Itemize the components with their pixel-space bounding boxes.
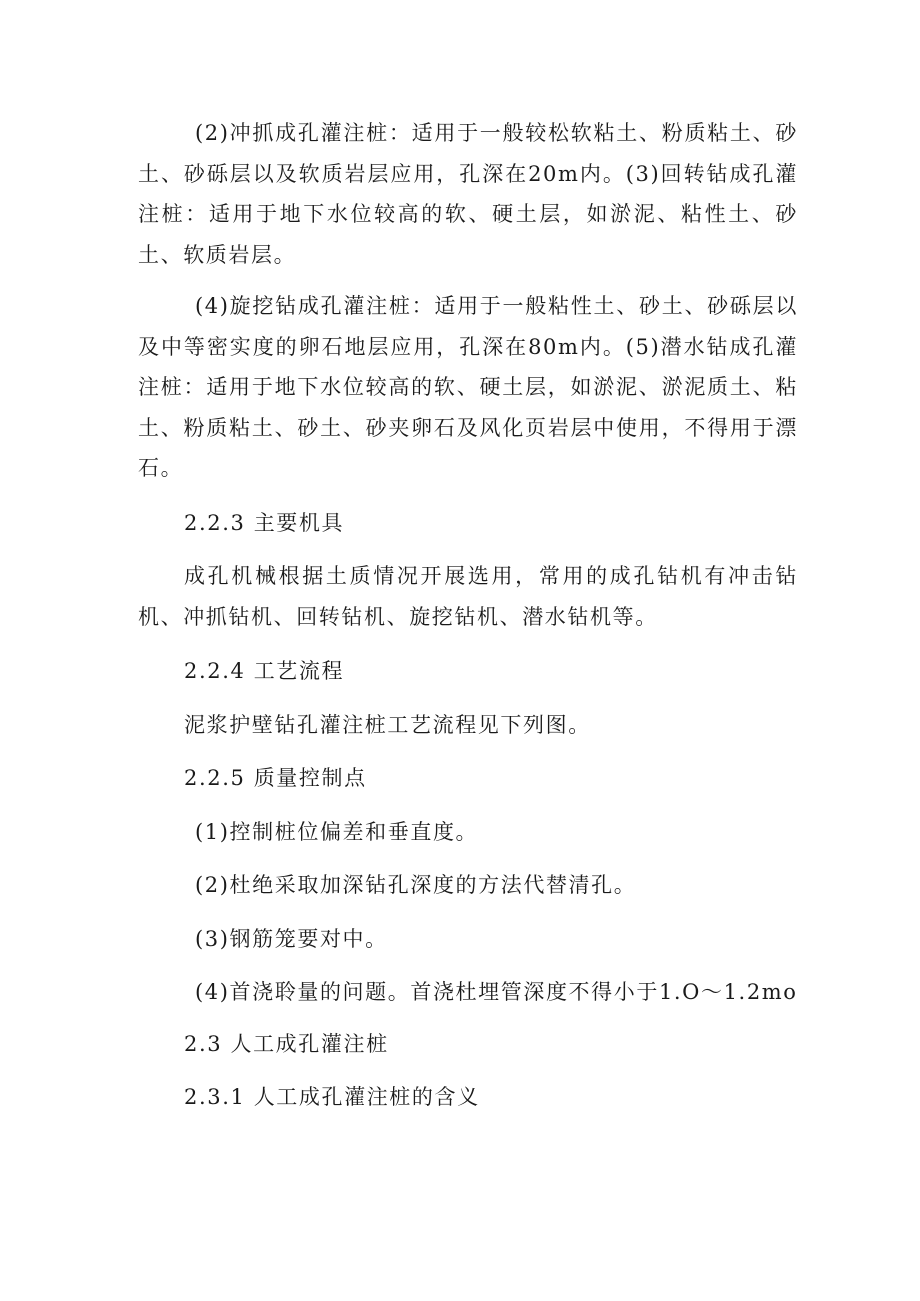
list-item-control-4: (4)首浇聆量的问题。首浇杜埋管深度不得小于1.O～1.2mo: [195, 980, 798, 1004]
heading-2-2-5: 2.2.5 质量控制点: [184, 766, 367, 790]
paragraph-main-equipment: 成孔机械根据土质情况开展选用，常用的成孔钻机有冲击钻机、冲抓钻机、回转钻机、旋挖钻机、潜水钻机等。: [138, 564, 798, 629]
heading-2-2-3: 2.2.3 主要机具: [184, 510, 345, 535]
paragraph-pile-types-4-5: (4)旋挖钻成孔灌注桩：适用于一般粘性土、砂土、砂砾层以及中等密实度的卵石地层应用，孔深在80m内。(5)潜水钻成孔灌注桩：适用于地下水位较高的软、硬土层，如淤泥、淤泥质土、粘土、粉质粘土、砂土、砂夹卵石及风化页岩层中使用，不得用于漂石。: [138, 294, 798, 480]
document-page: [138, 113, 798, 1131]
heading-2-2-4: 2.2.4 工艺流程: [184, 659, 345, 683]
heading-2-3-1: 2.3.1 人工成孔灌注桩的含义: [184, 1085, 480, 1109]
paragraph-process-flow: 泥浆护壁钻孔灌注桩工艺流程见下列图。: [184, 712, 591, 737]
list-item-control-2: (2)杜绝采取加深钻孔深度的方法代替清孔。: [195, 873, 637, 897]
list-item-control-3: (3)钢筋笼要对中。: [195, 926, 388, 951]
paragraph-pile-types-2-3: (2)冲抓成孔灌注桩：适用于一般较松软粘土、粉质粘土、砂土、砂砾层以及软质岩层应用，孔深在20m内。(3)回转钻成孔灌注桩：适用于地下水位较高的软、硬土层，如淤泥、粘性土、砂土、软质岩层。: [138, 121, 798, 267]
list-item-control-1: (1)控制桩位偏差和垂直度。: [195, 819, 479, 844]
heading-2-3: 2.3 人工成孔灌注桩: [184, 1031, 389, 1056]
